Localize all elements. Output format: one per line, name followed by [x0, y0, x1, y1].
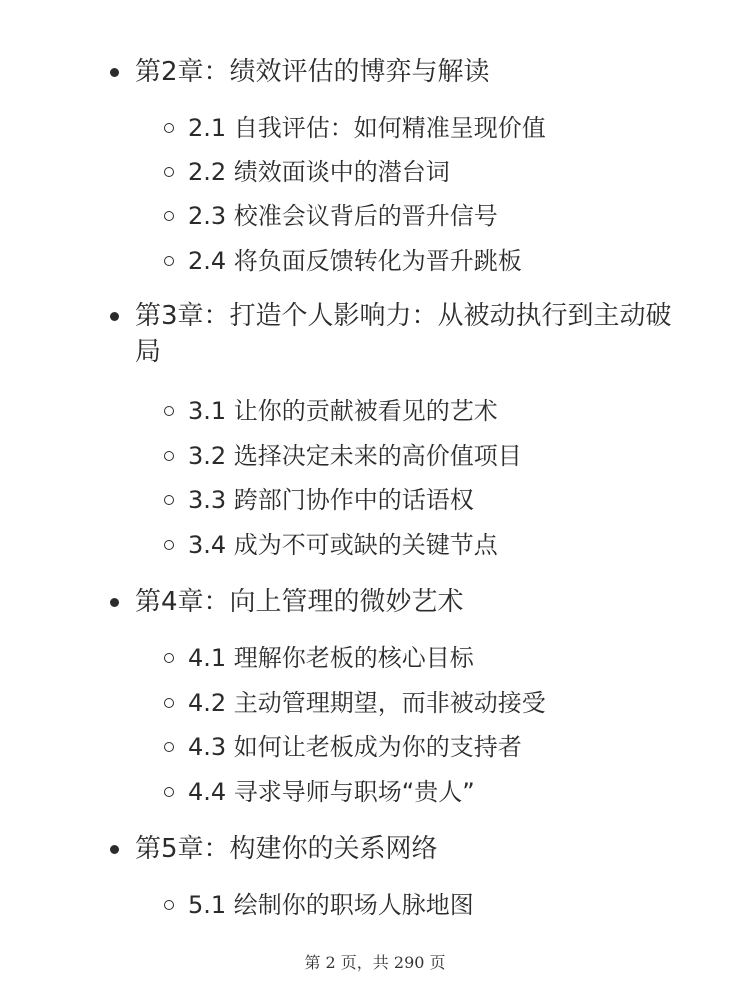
section-bullet-icon — [164, 495, 174, 505]
section-title: 2.4 将负面反馈转化为晋升跳板 — [188, 247, 522, 275]
section-title: 4.1 理解你老板的核心目标 — [188, 644, 474, 672]
section-4-3 — [164, 730, 704, 766]
section-title: 4.3 如何让老板成为你的支持者 — [188, 733, 522, 761]
section-title: 3.2 选择决定未来的高价值项目 — [188, 442, 522, 470]
section-2-1 — [164, 111, 704, 147]
section-bullet-icon — [164, 451, 174, 461]
section-title: 2.1 自我评估：如何精准呈现价值 — [188, 114, 546, 142]
section-bullet-icon — [164, 787, 174, 797]
section-3-2 — [164, 439, 704, 475]
section-bullet-icon — [164, 256, 174, 266]
chapter-title: 第2章：绩效评估的博弈与解读 — [135, 57, 490, 87]
section-title: 2.3 校准会议背后的晋升信号 — [188, 202, 498, 230]
section-4-1 — [164, 641, 704, 677]
section-5-1 — [164, 888, 704, 924]
section-title: 3.4 成为不可或缺的关键节点 — [188, 531, 498, 559]
section-bullet-icon — [164, 211, 174, 221]
section-bullet-icon — [164, 406, 174, 416]
section-title: 5.1 绘制你的职场人脉地图 — [188, 891, 474, 919]
chapter-bullet-icon — [110, 845, 119, 854]
section-3-3 — [164, 483, 704, 519]
section-3-1 — [164, 394, 704, 430]
section-title: 2.2 绩效面谈中的潜台词 — [188, 158, 450, 186]
chapter-title: 第4章：向上管理的微妙艺术 — [135, 587, 464, 617]
section-bullet-icon — [164, 742, 174, 752]
section-bullet-icon — [164, 900, 174, 910]
chapter-bullet-icon — [110, 598, 119, 607]
section-title: 3.3 跨部门协作中的话语权 — [188, 486, 474, 514]
page-number-footer: 第 2 页，共 290 页 — [304, 953, 446, 972]
chapter-bullet-icon — [110, 312, 119, 321]
section-bullet-icon — [164, 653, 174, 663]
chapter-bullet-icon — [110, 68, 119, 77]
section-bullet-icon — [164, 123, 174, 133]
section-2-3 — [164, 199, 704, 235]
section-2-4 — [164, 244, 704, 280]
section-4-2 — [164, 686, 704, 722]
section-title: 3.1 让你的贡献被看见的艺术 — [188, 397, 498, 425]
section-bullet-icon — [164, 698, 174, 708]
chapter-title: 第5章：构建你的关系网络 — [135, 834, 438, 864]
section-3-4 — [164, 528, 704, 564]
chapter-title: 第3章：打造个人影响力：从被动执行到主动破局 — [135, 301, 672, 367]
section-bullet-icon — [164, 540, 174, 550]
section-title: 4.4 寻求导师与职场“贵人” — [188, 778, 475, 806]
section-bullet-icon — [164, 167, 174, 177]
section-2-2 — [164, 155, 704, 191]
section-title: 4.2 主动管理期望，而非被动接受 — [188, 689, 546, 717]
section-4-4 — [164, 775, 704, 811]
